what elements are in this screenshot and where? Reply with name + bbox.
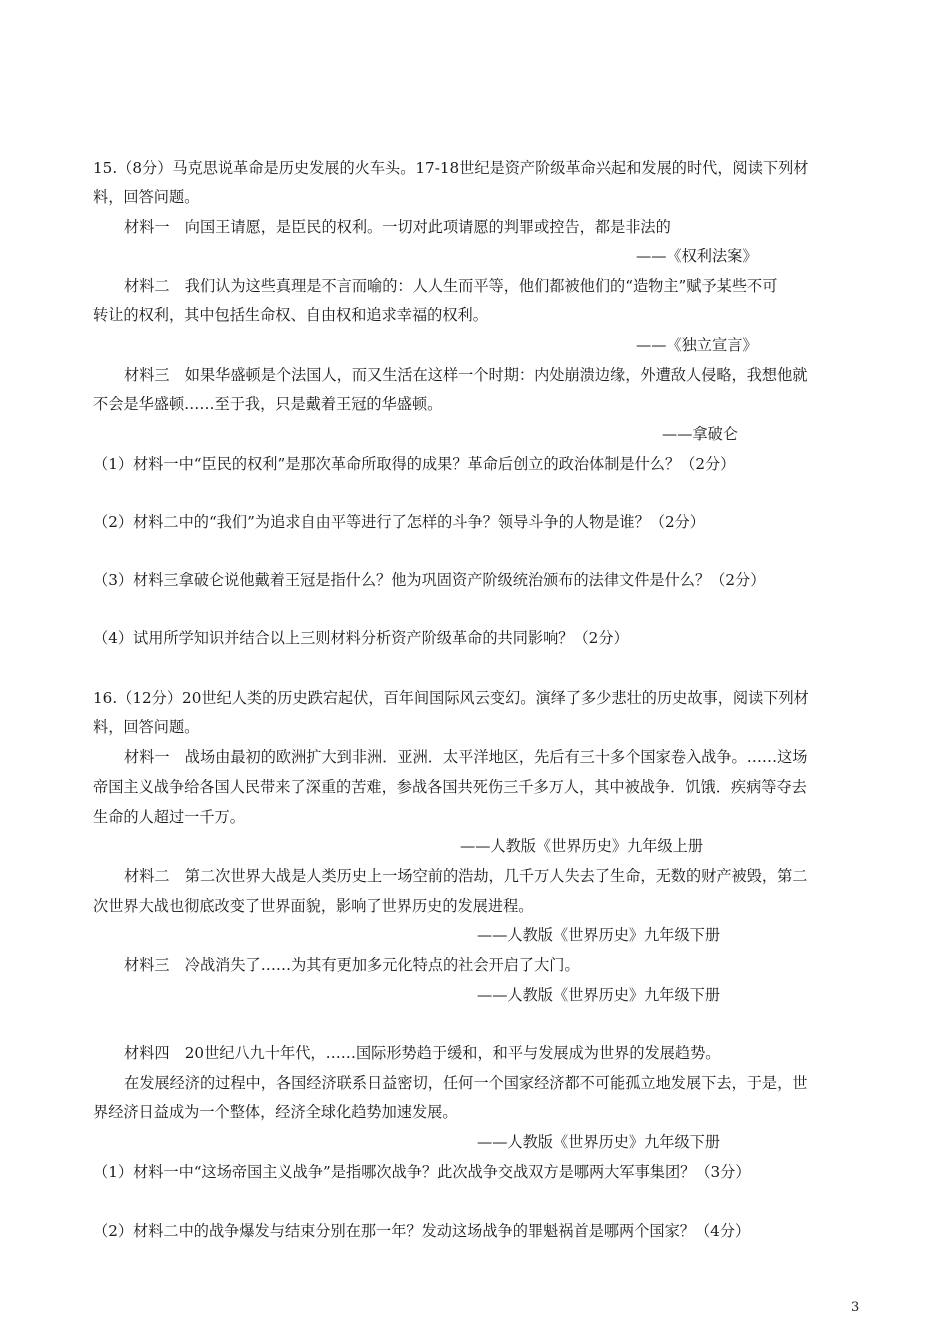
q16-stem-line2: 料，回答问题。 [93,718,200,736]
q16-material-2-line2: 次世界大战也彻底改变了世界面貌，影响了世界历史的发展进程。 [93,897,534,915]
q15-material-3-line1: 材料三 如果华盛顿是个法国人，而又生活在这样一个时期：内处崩溃边缘，外遭敌人侵略，我想他就 [124,366,808,384]
q15-material-1-source: ——《权利法案》 [636,247,758,265]
q16-material-1-line3: 生命的人超过一千万。 [93,808,245,826]
q15-material-3-line2: 不会是华盛顿……至于我，只是戴着王冠的华盛顿。 [93,395,443,413]
q16-stem-line1: 16.（12分）20世纪人类的历史跌宕起伏，百年间国际风云变幻。演绎了多少悲壮的历史故事，阅读下列材 [93,689,809,707]
q16-material-1-source: ——人教版《世界历史》九年级上册 [460,837,703,855]
q15-stem-line1: 15.（8分）马克思说革命是历史发展的火车头。17-18世纪是资产阶级革命兴起和发展的时代，阅读下列材 [93,159,809,177]
q15-subquestion-4: （4）试用所学知识并结合以上三则材料分析资产阶级革命的共同影响？（2分） [93,629,629,647]
q15-material-2-source: ——《独立宣言》 [636,336,758,354]
q16-subquestion-2: （2）材料二中的战争爆发与结束分别在那一年？发动这场战争的罪魁祸首是哪两个国家？（4分） [93,1222,751,1240]
q16-material-4-line2: 在发展经济的过程中，各国经济联系日益密切，任何一个国家经济都不可能孤立地发展下去，于是，世 [124,1074,808,1092]
q15-material-1: 材料一 向国王请愿，是臣民的权利。一切对此项请愿的判罪或控告，都是非法的 [124,218,671,236]
q15-material-2-line2: 转让的权利，其中包括生命权、自由权和追求幸福的权利。 [93,306,488,324]
q16-material-4-source: ——人教版《世界历史》九年级下册 [477,1133,720,1151]
q16-material-3-source: ——人教版《世界历史》九年级下册 [477,986,720,1004]
q15-stem-line2: 料，回答问题。 [93,188,200,206]
q16-material-1-line2: 帝国主义战争给各国人民带来了深重的苦难，参战各国共死伤三千多万人，其中被战争．饥饿．疾病等夺去 [93,778,807,796]
q15-subquestion-1: （1）材料一中“臣民的权利”是那次革命所取得的成果？革命后创立的政治体制是什么？（2分） [93,455,736,473]
q15-subquestion-3: （3）材料三拿破仑说他戴着王冠是指什么？他为巩固资产阶级统治颁布的法律文件是什么？（2分） [93,571,766,589]
q15-material-2-line1: 材料二 我们认为这些真理是不言而喻的：人人生而平等，他们都被他们的“造物主”赋予某些不可 [124,277,778,295]
q15-subquestion-2: （2）材料二中的“我们”为追求自由平等进行了怎样的斗争？领导斗争的人物是谁？（2分） [93,513,705,531]
q16-material-3: 材料三 冷战消失了……为其有更加多元化特点的社会开启了大门。 [124,956,580,974]
q16-material-2-source: ——人教版《世界历史》九年级下册 [477,926,720,944]
q16-material-4-line1: 材料四 20世纪八九十年代，……国际形势趋于缓和，和平与发展成为世界的发展趋势。 [124,1044,721,1062]
q16-material-1-line1: 材料一 战场由最初的欧洲扩大到非洲．亚洲．太平洋地区，先后有三十多个国家卷入战争。……这场 [124,748,808,766]
q16-material-4-line3: 界经济日益成为一个整体，经济全球化趋势加速发展。 [93,1103,458,1121]
page-number: 3 [851,1300,860,1315]
q15-material-3-source: ——拿破仑 [662,425,738,443]
q16-subquestion-1: （1）材料一中“这场帝国主义战争”是指哪次战争？此次战争交战双方是哪两大军事集团？（3分） [93,1163,751,1181]
q16-material-2-line1: 材料二 第二次世界大战是人类历史上一场空前的浩劫，几千万人失去了生命，无数的财产被毁，第二 [124,867,808,885]
